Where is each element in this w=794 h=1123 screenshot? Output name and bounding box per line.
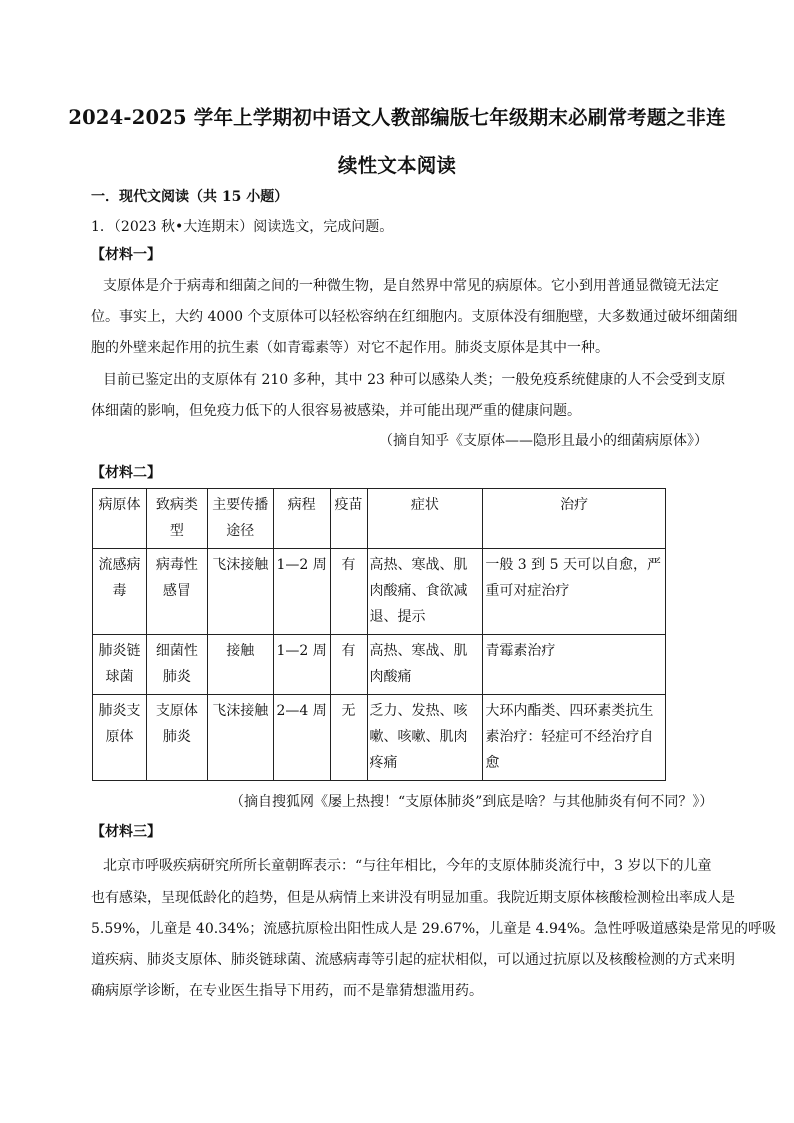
title-line-1: 2024-2025 学年上学期初中语文人教部编版七年级期末必刷常考题之非连 — [68, 106, 726, 129]
table-cell: 有 — [330, 635, 367, 695]
material-1-text: 体细菌的影响，但免疫力低下的人很容易被感染，并可能出现严重的健康问题。 — [91, 403, 581, 419]
document-title — [60, 94, 734, 190]
table-cell: 支原体肺炎 — [146, 695, 207, 781]
table-header-cell: 病程 — [273, 489, 330, 549]
table-cell: 大环内酯类、四环素类抗生素治疗：轻症可不经治疗自愈 — [483, 695, 666, 781]
material-3-text: 也有感染，呈现低龄化的趋势，但是从病情上来讲没有明显加重。我院近期支原体核酸检测检出率成人是 — [91, 890, 735, 906]
table-cell: 一般 3 到 5 天可以自愈，严重可对症治疗 — [483, 549, 666, 635]
material-2-label: 【材料二】 — [91, 465, 161, 481]
material-1-text: 目前已鉴定出的支原体有 210 多种，其中 23 种可以感染人类；一般免疫系统健康的人不会受到支原 — [103, 372, 726, 388]
table-cell: 肺炎链球菌 — [93, 635, 147, 695]
table-cell: 2—4 周 — [273, 695, 330, 781]
table-cell: 有 — [330, 549, 367, 635]
table-header-cell: 症状 — [367, 489, 483, 549]
table-header-row — [93, 489, 666, 549]
table-header-cell: 致病类型 — [146, 489, 207, 549]
pathogen-table — [92, 488, 666, 781]
table-row — [93, 695, 666, 781]
material-2-source: （摘自搜狐网《屡上热搜！“支原体肺炎”到底是啥？与其他肺炎有何不同？》） — [230, 794, 714, 810]
table-cell: 高热、寒战、肌肉酸痛 — [367, 635, 483, 695]
table-cell: 无 — [330, 695, 367, 781]
material-1-text: 支原体是介于病毒和细菌之间的一种微生物，是自然界中常见的病原体。它小到用普通显微镜无法定 — [103, 278, 719, 294]
table-cell: 细菌性肺炎 — [146, 635, 207, 695]
question-stem: 1．（2023 秋•大连期末）阅读选文，完成问题。 — [91, 219, 394, 235]
table-header-cell: 治疗 — [483, 489, 666, 549]
material-1-label: 【材料一】 — [91, 247, 161, 263]
table-cell: 飞沫接触 — [207, 695, 273, 781]
material-3-text: 北京市呼吸疾病研究所所长童朝晖表示：“与往年相比，今年的支原体肺炎流行中，3 岁以下的儿童 — [103, 858, 712, 874]
material-1-text: 位。事实上，大约 4000 个支原体可以轻松容纳在红细胞内。支原体没有细胞壁，大多数通过破坏细菌细 — [91, 309, 738, 325]
table-row — [93, 635, 666, 695]
table-header-cell: 疫苗 — [330, 489, 367, 549]
material-3-label: 【材料三】 — [91, 824, 161, 840]
table-header-cell: 主要传播途径 — [207, 489, 273, 549]
table-cell: 肺炎支原体 — [93, 695, 147, 781]
section-heading: 一．现代文阅读（共 15 小题） — [91, 189, 289, 205]
table-cell: 青霉素治疗 — [483, 635, 666, 695]
table-header-cell: 病原体 — [93, 489, 147, 549]
title-line-2: 续性文本阅读 — [337, 154, 457, 177]
material-3-text: 5.59%，儿童是 40.34%；流感抗原检出阳性成人是 29.67%，儿童是 4.94%。急性呼吸道感染是常见的呼吸 — [91, 921, 777, 937]
table-row — [93, 549, 666, 635]
material-1-text: 胞的外壁来起作用的抗生素（如青霉素等）对它不起作用。肺炎支原体是其中一种。 — [91, 340, 609, 356]
table-cell: 1—2 周 — [273, 549, 330, 635]
material-3-text: 确病原学诊断，在专业医生指导下用药，而不是靠猜想滥用药。 — [91, 983, 483, 999]
material-1-source: （摘自知乎《支原体——隐形且最小的细菌病原体》） — [379, 433, 708, 449]
table-cell: 1—2 周 — [273, 635, 330, 695]
table-cell: 流感病毒 — [93, 549, 147, 635]
material-3-text: 道疾病、肺炎支原体、肺炎链球菌、流感病毒等引起的症状相似，可以通过抗原以及核酸检测的方式来明 — [91, 952, 735, 968]
table-cell: 病毒性感冒 — [146, 549, 207, 635]
table-cell: 高热、寒战、肌肉酸痛、食欲减退、提示 — [367, 549, 483, 635]
table-cell: 乏力、发热、咳嗽、咳嗽、肌肉疼痛 — [367, 695, 483, 781]
table-cell: 飞沫接触 — [207, 549, 273, 635]
table-cell: 接触 — [207, 635, 273, 695]
